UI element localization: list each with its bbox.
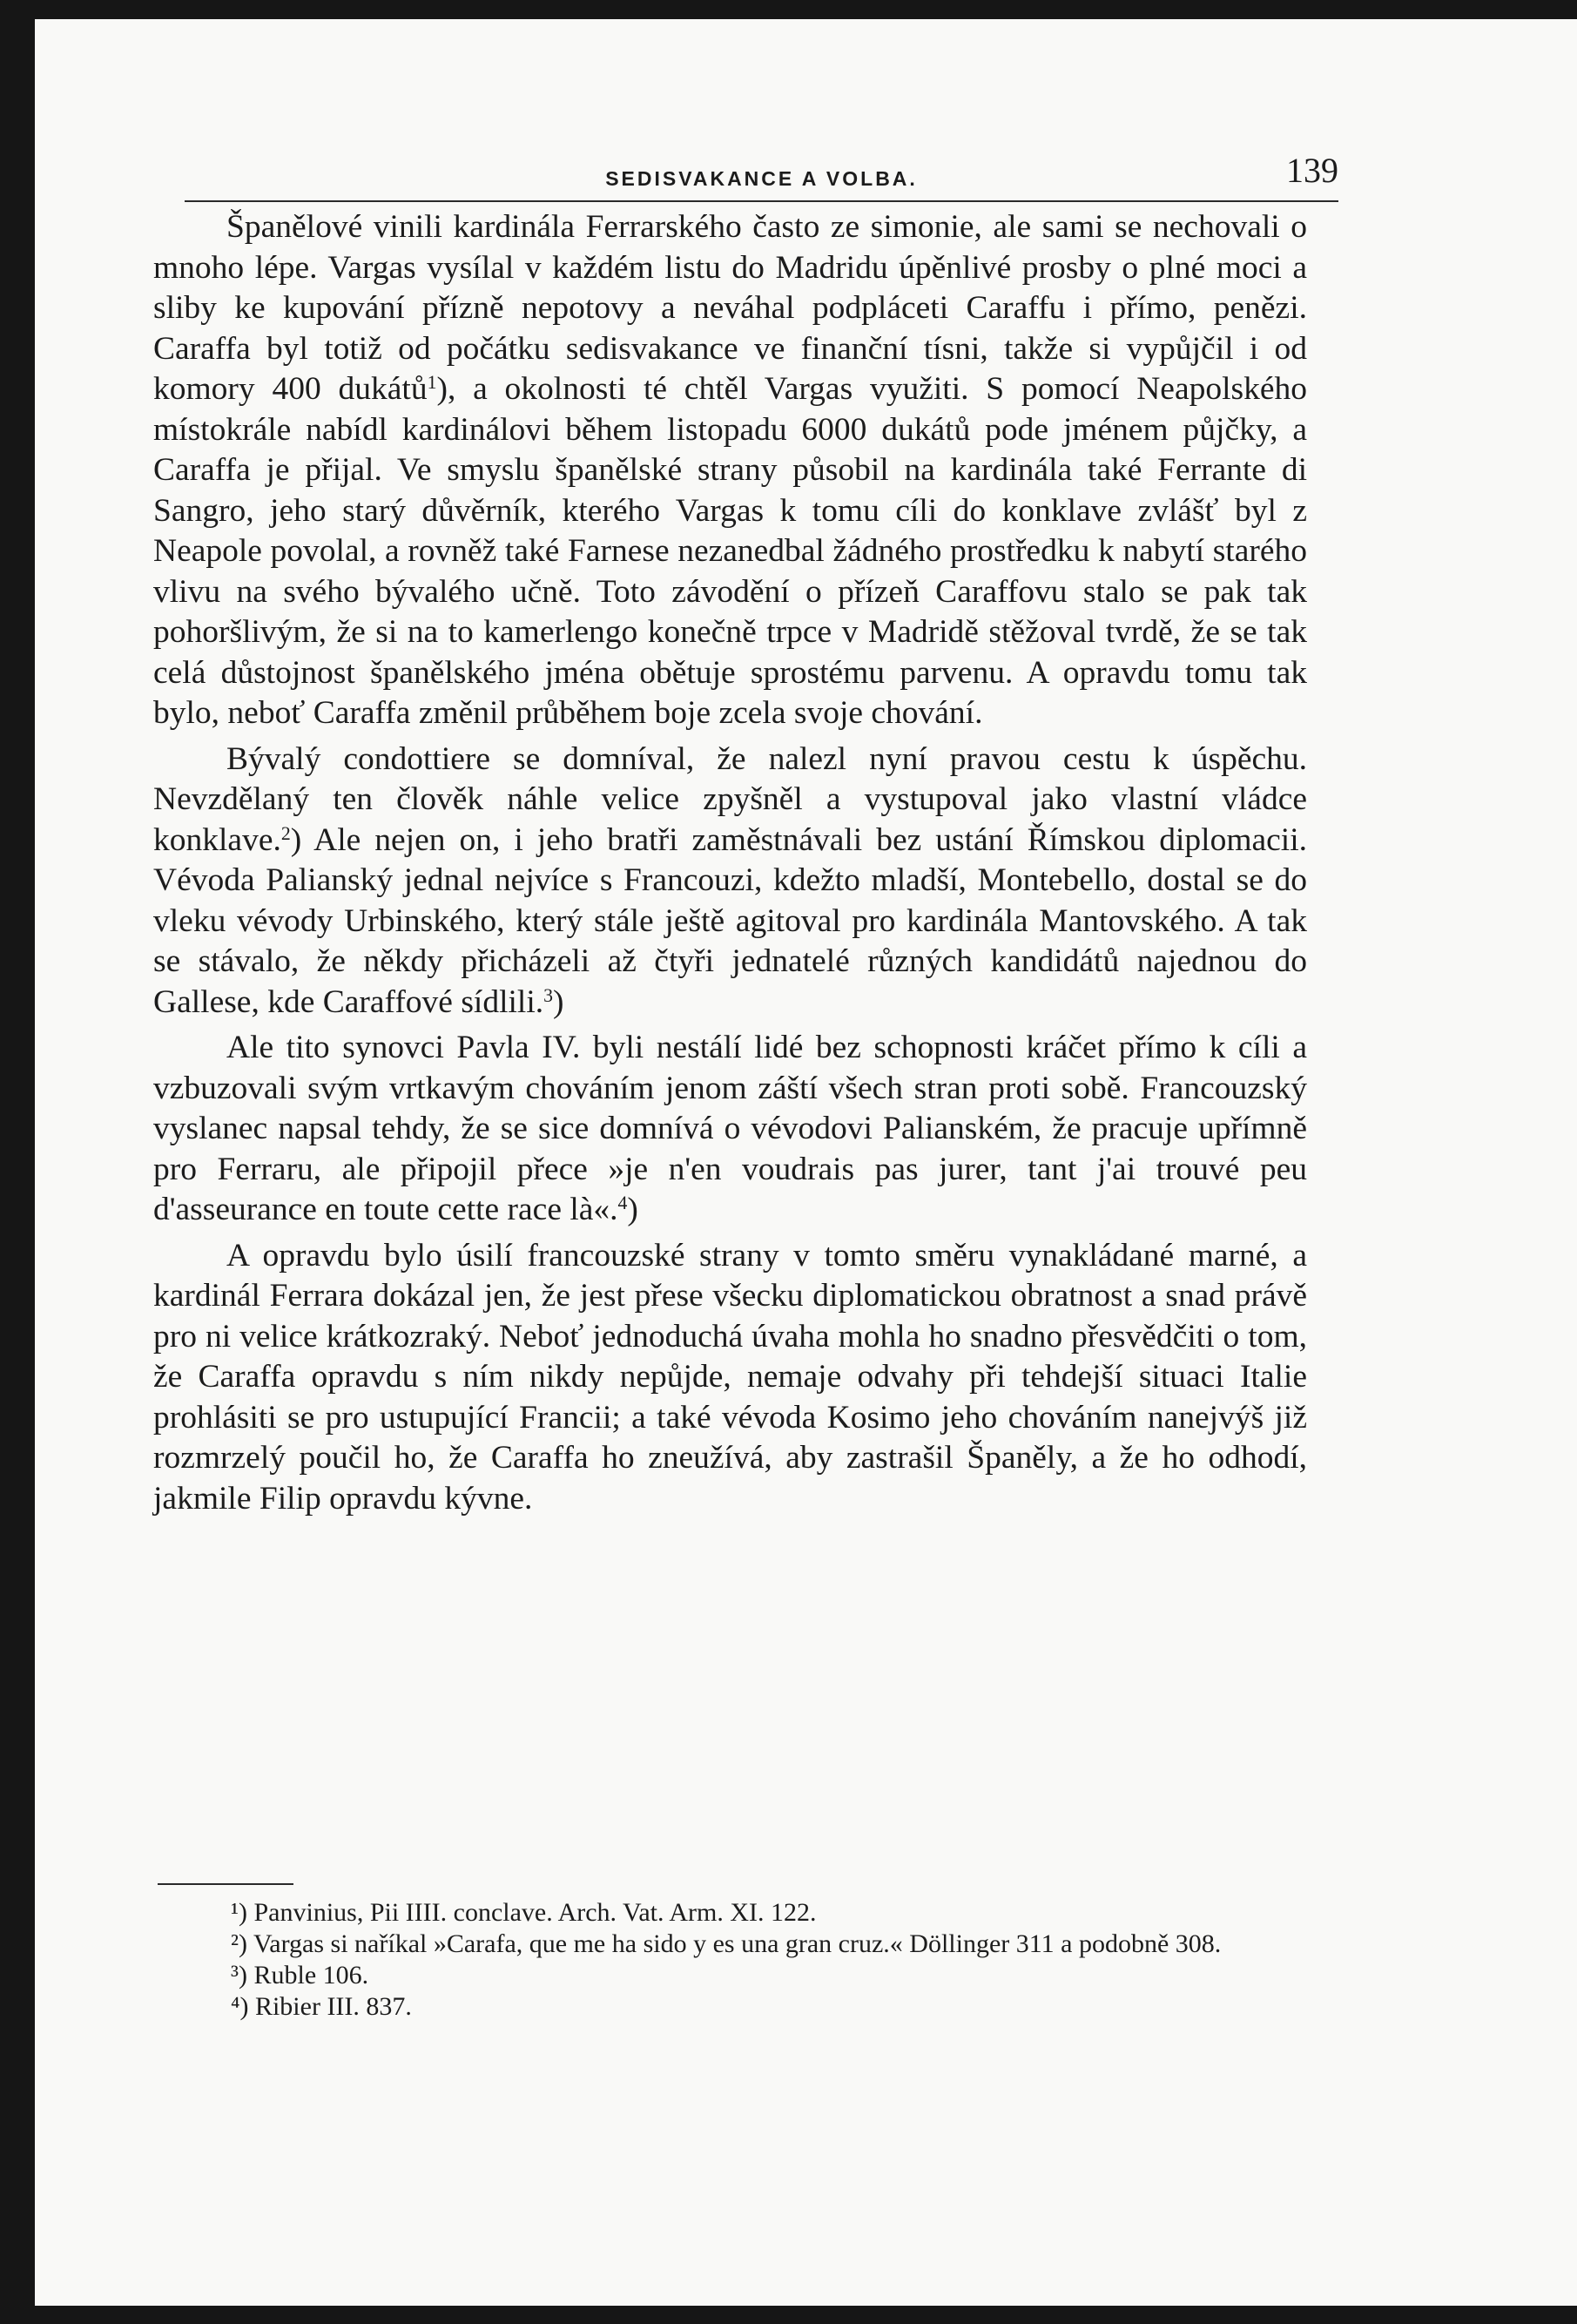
body-text <box>153 207 1307 1519</box>
footnote-ref: 3 <box>543 984 554 1006</box>
footnote-divider <box>158 1883 293 1885</box>
running-title: SEDISVAKANCE A VOLBA. <box>605 167 918 190</box>
footnote: ²) Vargas si naříkal »Carafa, que me ha sido y es una gran cruz.« Döllinger 311 a podobně 308. <box>231 1929 1222 1958</box>
footnote-ref: 1 <box>427 372 437 394</box>
footnotes <box>158 1897 1311 2023</box>
footnote-ref: 4 <box>617 1192 628 1214</box>
page-header <box>185 141 1338 202</box>
paragraph: A opravdu bylo úsilí francouzské strany v tomto směru vynakládané marné, a kardinál Ferrara dokázal jen, že jest přese všecku diplomatickou obratnost a snad právě pro ni velice krátkozraký. Neboť jednoduchá úvaha mohla ho snadno přesvědčiti o tom, že Caraffa opravdu s ním nikdy nepůjde, nemaje odvahy při tehdejší situaci Italie prohlásiti se pro ustupující Francii; a také vévoda Kosimo jeho chováním nanejvýš již rozmrzelý poučil ho, že Caraffa ho zneužívá, aby zastrašil Španěly, a že ho odhodí, jakmile Filip opravdu kývne. <box>153 1237 1307 1517</box>
footnote-ref: 2 <box>280 822 291 844</box>
page-number: 139 <box>1286 151 1338 190</box>
footnote: ³) Ruble 106. <box>231 1961 369 1990</box>
footnote: ¹) Panvinius, Pii IIII. conclave. Arch. Vat. Arm. XI. 122. <box>231 1898 817 1927</box>
paragraph: Španělové vinili kardinála Ferrarského často ze simonie, ale sami se nechovali o mnoho lépe. Vargas vysílal v každém listu do Madridu úpěnlivé prosby o plné moci a sliby ke kupování přízně nepotovy a neváhal podpláceti Caraffu i přímo, penězi. Caraffa byl totiž od počátku sedisvakance ve finanční tísni, takže si vypůjčil i od komory 400 dukátů$^1$), a okolnosti té chtěl Vargas využiti. S pomocí Neapolského místokrále nabídl kardinálovi během listopadu 6000 dukátů pode jménem půjčky, a Caraffa je přijal. Ve smyslu španělské strany působil na kardinála také Ferrante di Sangro, jeho starý důvěrník, kterého Vargas k tomu cíli do konklave zvlášť byl z Neapole povolal, a rovněž také Farnese nezanedbal žádného prostředku k nabytí starého vlivu na svého bývalého učně. Toto závodění o přízeň Caraffovu stalo se pak tak pohoršlivým, že si na to kamerlengo konečně trpce v Madridě stěžoval tvrdě, že se tak celá důstojnost španělského jména obětuje sprostému parvenu. A opravdu tomu tak bylo, neboť Caraffa změnil průběhem boje zcela svoje chování. <box>153 209 1307 731</box>
footnote: ⁴) Ribier III. 837. <box>231 1992 412 2021</box>
paragraph: Ale tito synovci Pavla IV. byli nestálí lidé bez schopnosti kráčet přímo k cíli a vzbuzovali svým vrtkavým chováním jenom záští všech stran proti sobě. Francouzský vyslanec napsal tehdy, že se sice domnívá o vévodovi Palianském, že pracuje upřímně pro Ferraru, ale připojil přece »je n'en voudrais pas jurer, tant j'ai trouvé peu d'asseurance en toute cette race là«.$^4$) <box>153 1030 1307 1227</box>
paragraph: Bývalý condottiere se domníval, že nalezl nyní pravou cestu k úspěchu. Nevzdělaný ten člověk náhle velice zpyšněl a vystupoval jako vlastní vládce konklave.$^2$) Ale nejen on, i jeho bratři zaměstnávali bez ustání Římskou diplomacii. Vévoda Palianský jednal nejvíce s Francouzi, kdežto mladší, Montebello, dostal se do vleku vévody Urbinského, který stále ještě agitoval pro kardinála Mantovského. A tak se stávalo, že někdy přicházeli až čtyři jednatelé různých kandidátů najednou do Gallese, kde Caraffové sídlili.$^3$) <box>153 740 1307 1020</box>
